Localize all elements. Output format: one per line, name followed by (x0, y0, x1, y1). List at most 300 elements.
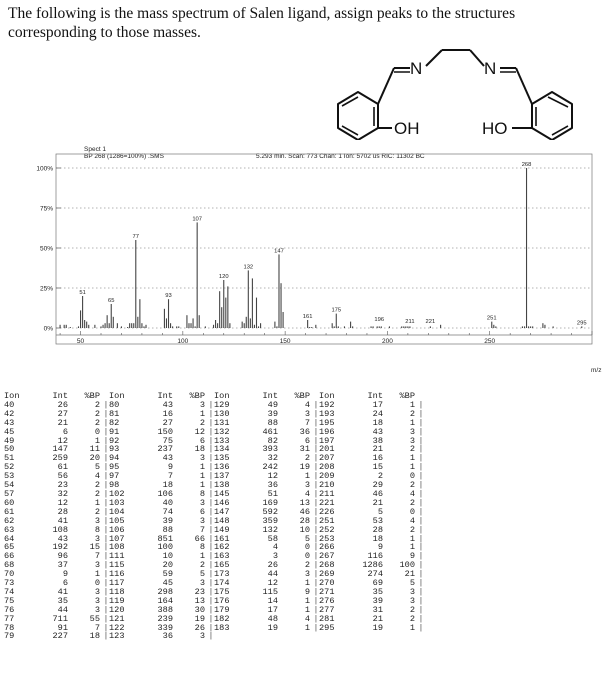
cell-bp: 8 (94, 524, 100, 535)
cell-bp: 3 (199, 399, 205, 410)
cell-int: 242 (262, 462, 278, 473)
cell-ion: 78 (4, 622, 15, 633)
cell-ion: 211 (319, 488, 335, 499)
cell-sep: | (313, 480, 319, 491)
cell-sep: | (208, 399, 214, 410)
cell-ion: 91 (109, 426, 120, 437)
cell-int: 100 (157, 542, 173, 553)
header-ion: Ion (319, 391, 335, 401)
cell-int: 43 (57, 533, 68, 544)
cell-bp: 4 (94, 471, 100, 482)
cell-int: 9 (167, 462, 173, 473)
cell-bp: 0 (94, 578, 100, 589)
cell-int: 16 (162, 408, 173, 419)
cell-ion: 65 (4, 542, 15, 553)
cell-int: 39 (267, 408, 278, 419)
cell-ion: 271 (319, 586, 335, 597)
cell-ion: 54 (4, 480, 15, 491)
mass-spectrum-chart (0, 140, 609, 380)
cell-bp: 1 (304, 471, 310, 482)
cell-bp: 20 (89, 453, 100, 464)
cell-int: 18 (162, 480, 173, 491)
header-ion: Ion (214, 391, 230, 401)
cell-ion: 81 (109, 408, 120, 419)
cell-bp: 0 (304, 551, 310, 562)
cell-bp: 2 (94, 488, 100, 499)
cell-bp: 2 (199, 417, 205, 428)
cell-ion: 251 (319, 515, 335, 526)
header-ion: Ion (109, 391, 125, 401)
cell-bp: 2 (409, 497, 415, 508)
cell-ion: 147 (214, 506, 230, 517)
cell-sep: | (208, 595, 214, 606)
cell-bp: 0 (409, 471, 415, 482)
cell-sep: | (103, 569, 109, 580)
cell-bp: 1 (94, 497, 100, 508)
cell-sep: | (313, 497, 319, 508)
cell-bp: 5 (304, 533, 310, 544)
cell-sep: | (208, 631, 214, 642)
cell-bp: 13 (194, 595, 205, 606)
cell-bp: 1 (199, 551, 205, 562)
cell-sep: | (313, 444, 319, 455)
cell-sep: | (208, 435, 214, 446)
cell-int: 169 (262, 497, 278, 508)
cell-int: 53 (372, 515, 383, 526)
cell-bp: 36 (299, 426, 310, 437)
cell-sep: | (208, 506, 214, 517)
cell-bp: 2 (94, 399, 100, 410)
cell-sep: | (418, 480, 424, 491)
cell-int: 28 (372, 524, 383, 535)
cell-bp: 3 (304, 569, 310, 580)
cell-sep: | (418, 488, 424, 499)
cell-sep: | (418, 417, 424, 428)
hydroxyl-left: OH (394, 119, 420, 138)
cell-bp: 3 (409, 595, 415, 606)
cell-ion: 60 (4, 497, 15, 508)
cell-ion: 163 (214, 551, 230, 562)
cell-int: 75 (162, 435, 173, 446)
cell-bp: 12 (194, 426, 205, 437)
cell-sep: | (103, 604, 109, 615)
cell-bp: 7 (94, 551, 100, 562)
cell-sep: | (313, 560, 319, 571)
x-tick-label: 100 (177, 338, 189, 345)
cell-ion: 197 (319, 435, 335, 446)
cell-sep: | (103, 578, 109, 589)
cell-ion: 221 (319, 497, 335, 508)
cell-bp: 2 (94, 506, 100, 517)
cell-int: 46 (372, 488, 383, 499)
cell-bp: 6 (199, 435, 205, 446)
peak-label: 51 (79, 290, 86, 296)
cell-ion: 106 (109, 524, 125, 535)
cell-bp: 11 (89, 444, 100, 455)
cell-sep: | (208, 551, 214, 562)
cell-sep: | (208, 604, 214, 615)
cell-sep: | (208, 453, 214, 464)
cell-bp: 4 (304, 488, 310, 499)
cell-ion: 201 (319, 444, 335, 455)
cell-int: 32 (57, 488, 68, 499)
cell-int: 115 (262, 586, 278, 597)
cell-ion: 70 (4, 569, 15, 580)
cell-bp: 66 (194, 533, 205, 544)
cell-ion: 73 (4, 578, 15, 589)
cell-ion: 130 (214, 408, 230, 419)
cell-ion: 209 (319, 471, 335, 482)
cell-int: 7 (167, 471, 173, 482)
peak-label: 196 (374, 317, 385, 324)
cell-sep: | (313, 542, 319, 553)
cell-int: 3 (272, 551, 278, 562)
cell-ion: 148 (214, 515, 230, 526)
cell-ion (319, 632, 349, 641)
cell-sep: | (208, 444, 214, 455)
cell-ion: 40 (4, 399, 15, 410)
cell-int: 227 (52, 631, 68, 642)
peak-label: 268 (521, 162, 532, 168)
cell-bp: 6 (304, 435, 310, 446)
cell-sep: | (313, 417, 319, 428)
cell-bp: 2 (94, 417, 100, 428)
cell-ion: 137 (214, 471, 230, 482)
cell-int: 26 (57, 399, 68, 410)
cell-bp: 1 (199, 471, 205, 482)
cell-ion: 266 (319, 542, 335, 553)
cell-bp: 1 (304, 622, 310, 633)
cell-sep: | (208, 569, 214, 580)
cell-sep: | (103, 453, 109, 464)
cell-ion: 92 (109, 435, 120, 446)
cell-int: 2 (377, 471, 383, 482)
cell-int: 69 (372, 578, 383, 589)
cell-bp: 7 (94, 622, 100, 633)
cell-bp: 3 (199, 497, 205, 508)
cell-ion: 116 (109, 569, 125, 580)
cell-ion: 182 (214, 613, 230, 624)
cell-ion: 122 (109, 622, 125, 633)
cell-bp: 9 (409, 551, 415, 562)
cell-bp: 3 (409, 586, 415, 597)
cell-bp: 8 (199, 542, 205, 553)
cell-sep: | (103, 560, 109, 571)
header-bp: %BP (189, 391, 205, 401)
cell-bp: 4 (304, 399, 310, 410)
cell-int: 18 (372, 533, 383, 544)
cell-int: 461 (262, 426, 278, 437)
cell-ion: 43 (4, 417, 15, 428)
cell-int: 36 (162, 631, 173, 642)
cell-int: 116 (367, 551, 383, 562)
y-tick-label: 0% (43, 325, 53, 333)
cell-bp: 19 (299, 462, 310, 473)
cell-int: 339 (157, 622, 173, 633)
cell-sep: | (313, 471, 319, 482)
cell-int: 192 (52, 542, 68, 553)
cell-sep: | (313, 613, 319, 624)
cell-bp (383, 632, 418, 641)
cell-ion: 269 (319, 569, 335, 580)
cell-int: 388 (157, 604, 173, 615)
cell-bp: 18 (89, 631, 100, 642)
cell-bp: 2 (409, 604, 415, 615)
cell-ion: 196 (319, 426, 335, 437)
cell-bp: 15 (89, 542, 100, 553)
cell-int: 28 (57, 506, 68, 517)
cell-int: 259 (52, 453, 68, 464)
peak-label: 65 (108, 298, 115, 304)
cell-int: 18 (372, 417, 383, 428)
cell-int: 24 (372, 408, 383, 419)
cell-bp: 3 (94, 560, 100, 571)
cell-sep: | (418, 586, 424, 597)
cell-bp: 3 (199, 515, 205, 526)
header-int: Int (367, 391, 383, 401)
cell-bp: 55 (89, 613, 100, 624)
cell-ion: 115 (109, 560, 125, 571)
peak-label: 175 (331, 307, 342, 314)
cell-ion: 61 (4, 506, 15, 517)
cell-int: 17 (372, 399, 383, 410)
cell-ion: 68 (4, 560, 15, 571)
cell-bp: 0 (304, 542, 310, 553)
header-int: Int (157, 391, 173, 401)
cell-int: 27 (162, 417, 173, 428)
cell-bp: 1 (304, 604, 310, 615)
cell-bp: 2 (409, 480, 415, 491)
cell-int: 82 (267, 435, 278, 446)
cell-bp: 4 (409, 515, 415, 526)
header-int: Int (52, 391, 68, 401)
cell-int: 41 (57, 515, 68, 526)
cell-bp: 3 (199, 453, 205, 464)
cell-sep: | (103, 444, 109, 455)
cell-sep: | (103, 586, 109, 597)
spectrum-header-line-1: Spect 1 (84, 146, 107, 153)
cell-int: 274 (367, 569, 383, 580)
cell-ion: 105 (109, 515, 125, 526)
cell-int: 164 (157, 595, 173, 606)
cell-ion: 79 (4, 631, 15, 642)
cell-sep: | (418, 462, 424, 473)
cell-bp: 26 (194, 622, 205, 633)
peak-label: 221 (425, 318, 436, 325)
cell-bp: 1 (409, 417, 415, 428)
peak-label: 147 (274, 248, 284, 255)
cell-ion: 80 (109, 399, 120, 410)
cell-ion: 66 (4, 551, 15, 562)
cell-sep: | (103, 551, 109, 562)
cell-int: 21 (372, 444, 383, 455)
cell-sep: | (103, 426, 109, 437)
y-tick-label: 75% (39, 205, 53, 213)
cell-bp: 3 (409, 426, 415, 437)
cell-int: 48 (267, 613, 278, 624)
cell-int: 44 (267, 569, 278, 580)
cell-ion: 133 (214, 435, 230, 446)
cell-int: 45 (162, 578, 173, 589)
cell-int: 237 (157, 444, 173, 455)
cell-int: 6 (62, 426, 68, 437)
cell-ion: 193 (319, 408, 335, 419)
cell-int: 12 (57, 435, 68, 446)
x-tick-label: 250 (484, 338, 496, 345)
cell-int: 108 (52, 524, 68, 535)
cell-sep: | (418, 524, 424, 535)
cell-int: 32 (267, 453, 278, 464)
cell-sep: | (103, 533, 109, 544)
cell-bp: 2 (409, 524, 415, 535)
y-tick-label: 50% (39, 245, 53, 253)
cell-int: 29 (372, 480, 383, 491)
cell-bp: 3 (304, 480, 310, 491)
left-benzene-ring (338, 92, 378, 140)
cell-sep: | (418, 444, 424, 455)
cell-sep: | (103, 524, 109, 535)
cell-ion: 93 (109, 444, 120, 455)
cell-sep: | (103, 399, 109, 410)
cell-ion: 277 (319, 604, 335, 615)
cell-sep: | (313, 604, 319, 615)
cell-sep: | (418, 453, 424, 464)
cell-ion: 95 (109, 462, 120, 473)
cell-sep: | (208, 524, 214, 535)
cell-ion: 107 (109, 533, 125, 544)
cell-bp: 1 (199, 462, 205, 473)
cell-bp: 13 (299, 497, 310, 508)
cell-ion: 173 (214, 569, 230, 580)
cell-bp: 46 (299, 506, 310, 517)
cell-sep: | (208, 471, 214, 482)
header-int: Int (262, 391, 278, 401)
cell-int: 44 (57, 604, 68, 615)
cell-ion: 135 (214, 453, 230, 464)
cell-sep: | (103, 515, 109, 526)
peak-label: 107 (192, 216, 202, 223)
cell-bp: 1 (94, 435, 100, 446)
cell-int: 359 (262, 515, 278, 526)
cell-sep: | (208, 515, 214, 526)
cell-int: 21 (372, 613, 383, 624)
cell-bp: 2 (94, 480, 100, 491)
cell-bp: 2 (409, 613, 415, 624)
peak-label: 120 (218, 274, 229, 280)
cell-int: 51 (267, 488, 278, 499)
cell-int: 27 (57, 408, 68, 419)
cell-ion: 111 (109, 551, 125, 562)
cell-sep: | (103, 480, 109, 491)
cell-sep: | (103, 595, 109, 606)
header-bp: %BP (84, 391, 100, 401)
cell-sep: | (208, 586, 214, 597)
table-body (4, 401, 606, 641)
cell-sep: | (313, 399, 319, 410)
cell-sep: | (208, 533, 214, 544)
cell-ion: 51 (4, 453, 15, 464)
cell-ion: 174 (214, 578, 230, 589)
cell-bp: 23 (194, 586, 205, 597)
cell-int: 91 (57, 622, 68, 633)
cell-int (349, 632, 383, 641)
cell-bp: 2 (409, 444, 415, 455)
cell-int: 239 (157, 613, 173, 624)
cell-sep: | (418, 569, 424, 580)
cell-int: 6 (62, 578, 68, 589)
cell-sep: | (103, 613, 109, 624)
peak-label: 295 (576, 320, 587, 327)
cell-sep: | (313, 453, 319, 464)
peak-label: 251 (486, 315, 497, 322)
peak-label: 93 (165, 293, 172, 300)
cell-ion: 77 (4, 613, 15, 624)
cell-sep: | (313, 622, 319, 633)
cell-sep: | (103, 542, 109, 553)
cell-ion: 102 (109, 488, 125, 499)
cell-ion: 119 (109, 595, 125, 606)
cell-ion: 104 (109, 506, 125, 517)
cell-sep: | (313, 533, 319, 544)
cell-sep: | (208, 560, 214, 571)
cell-bp: 4 (409, 488, 415, 499)
cell-int: 298 (157, 586, 173, 597)
cell-ion: 131 (214, 417, 230, 428)
cell-sep: | (313, 586, 319, 597)
cell-bp: 28 (299, 515, 310, 526)
cell-sep: | (103, 435, 109, 446)
peak-label: 77 (132, 234, 140, 240)
cell-ion: 57 (4, 488, 15, 499)
cell-sep (418, 632, 424, 641)
ion-intensity-table (4, 392, 606, 641)
cell-sep: | (418, 560, 424, 571)
hydroxyl-right: HO (482, 119, 508, 138)
cell-bp: 1 (94, 569, 100, 580)
cell-int: 43 (162, 399, 173, 410)
x-tick-label: 150 (279, 338, 291, 345)
cell-sep: | (208, 480, 214, 491)
cell-sep: | (418, 542, 424, 553)
cell-ion: 53 (4, 471, 15, 482)
cell-int: 393 (262, 444, 278, 455)
cell-bp: 3 (409, 435, 415, 446)
cell-ion: 118 (109, 586, 125, 597)
cell-int: 31 (372, 604, 383, 615)
cell-ion: 208 (319, 462, 335, 473)
cell-int: 61 (57, 462, 68, 473)
cell-bp: 0 (409, 506, 415, 517)
cell-int: 106 (157, 488, 173, 499)
cell-int: 38 (372, 435, 383, 446)
cell-sep: | (418, 578, 424, 589)
cell-sep: | (418, 399, 424, 410)
cell-ion: 103 (109, 497, 125, 508)
cell-bp: 6 (199, 506, 205, 517)
peak-label: 161 (302, 314, 313, 320)
cell-int: 16 (372, 453, 383, 464)
cell-ion: 146 (214, 497, 230, 508)
cell-int (244, 632, 278, 641)
cell-int: 88 (267, 417, 278, 428)
cell-sep: | (418, 506, 424, 517)
cell-sep: | (418, 622, 424, 633)
x-axis-label: m/z (591, 367, 602, 374)
cell-sep: | (313, 524, 319, 535)
cell-int: 1286 (362, 560, 383, 571)
cell-sep: | (313, 435, 319, 446)
cell-ion: 98 (109, 480, 120, 491)
